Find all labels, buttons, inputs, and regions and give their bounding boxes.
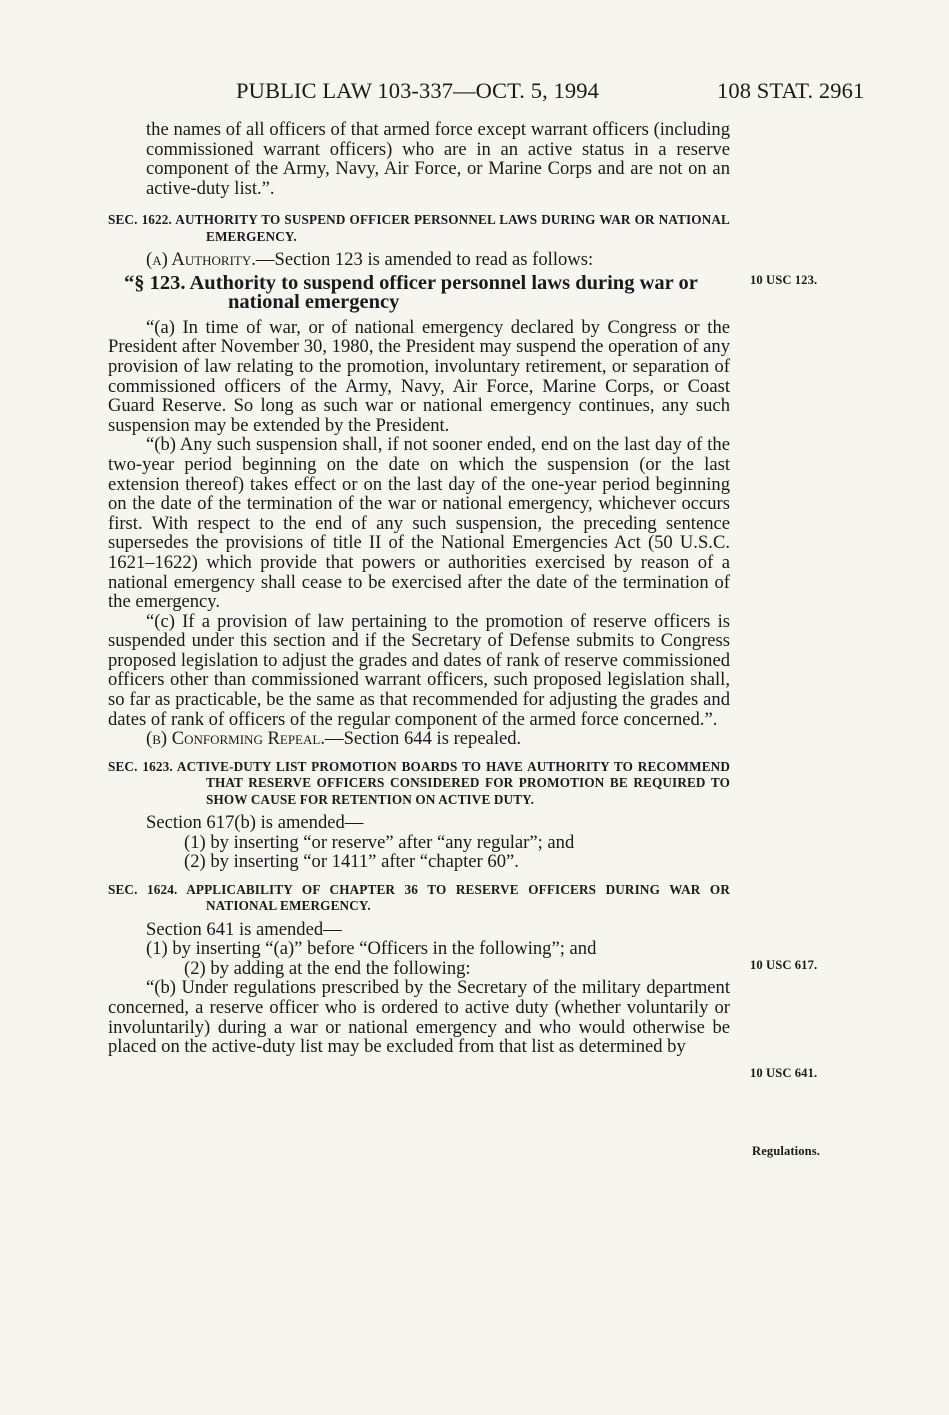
new-section-123-title: “§ 123. Authority to suspend officer personnel laws during war or national emergency (124, 271, 698, 313)
section-1623-heading: SEC. 1623. ACTIVE-DUTY LIST PROMOTION BOARDS TO HAVE AUTHORITY TO RECOMMEND THAT RESERVE OFFICERS CONSIDERED FOR PROMOTION BE REQUIRED TO SHOW CAUSE FOR RETENTION ON ACTIVE DUTY. (108, 758, 730, 807)
section-123-para-c: “(c) If a provision of law pertaining to the promotion of reserve officers is suspended under this section and if the Secretary of Defense submits to Congress proposed legislation to adjust the grades and dates of rank of reserve commissioned officers other than commissioned warrant officers, such proposed legislation shall, so far as practicable, be the same as that recommended for adjusting the grades and dates of rank of officers of the regular component of the armed force concerned.”. (108, 610, 730, 730)
continuation-paragraph: the names of all officers of that armed force except warrant officers (including commissioned warrant officers) who are in an active status in a reserve component of the Army, Navy, Air Force, or Marine Corps and are not on an active-duty list.”. (146, 119, 730, 199)
subsection-b-text: .—Section 644 is repealed. (320, 728, 522, 750)
subsection-a-label: (a) Authority (146, 249, 252, 271)
section-1622-heading: SEC. 1622. AUTHORITY TO SUSPEND OFFICER PERSONNEL LAWS DURING WAR OR NATIONAL EMERGENCY. (108, 212, 730, 244)
margin-note-10-usc-641: 10 USC 641. (750, 1066, 818, 1080)
section-1624-heading: SEC. 1624. APPLICABILITY OF CHAPTER 36 TO RESERVE OFFICERS DURING WAR OR NATIONAL EMERGENCY. (108, 881, 730, 914)
section-1622-subsection-a (108, 250, 730, 270)
margin-note-10-usc-617: 10 USC 617. (750, 958, 818, 972)
subsection-a-text: .—Section 123 is amended to read as follows: (251, 249, 594, 271)
section-123-para-a: “(a) In time of war, or of national emergency declared by Congress or the President after November 30, 1980, the President may suspend the operation of any provision of law relating to the promotion, involuntary retirement, or separation of commissioned officers of the Army, Navy, Air Force, Marine Corps, or Coast Guard Reserve. So long as such war or national emergency continues, any such suspension may be extended by the President. (108, 316, 730, 436)
section-1623-intro: Section 617(b) is amended— (146, 812, 364, 834)
margin-note-regulations: Regulations. (752, 1144, 821, 1158)
subsection-b-label: (b) Conforming Repeal (146, 728, 321, 750)
main-text-column (108, 120, 730, 1057)
section-1624-item-2: (2) by adding at the end the following: (184, 957, 471, 979)
margin-note-10-usc-123: 10 USC 123. (750, 273, 818, 287)
section-1623-item-1: (1) by inserting “or reserve” after “any regular”; and (184, 831, 575, 853)
section-1624-para-b: “(b) Under regulations prescribed by the Secretary of the military department concerned, a reserve officer who is ordered to active duty (whether voluntarily or involuntarily) during a war or national emergency and who would otherwise be placed on the active-duty list may be excluded from that list as determined by (108, 977, 730, 1058)
page-title: PUBLIC LAW 103-337—OCT. 5, 1994 (236, 78, 599, 103)
section-1624-item-1: (1) by inserting “(a)” before “Officers in the following”; and (146, 938, 597, 960)
section-1622-subsection-b (108, 729, 730, 749)
section-123-para-b: “(b) Any such suspension shall, if not sooner ended, end on the last day of the two-year period beginning on the date on which the suspension (or the last extension thereof) takes effect or on the last day of the one-year period beginning on the date of the termination of the war or national emergency, whichever occurs first. With respect to the end of any such suspension, the preceding sentence supersedes the provisions of title II of the National Emergencies Act (50 U.S.C. 1621–1622) which provide that powers or authorities exercised by reason of a national emergency shall cease to be exercised after the date of the termination of the emergency. (108, 434, 730, 613)
section-1624-intro: Section 641 is amended— (146, 918, 342, 940)
page-header (0, 78, 949, 108)
section-1623-item-2: (2) by inserting “or 1411” after “chapter 60”. (184, 851, 519, 873)
statute-page-number: 108 STAT. 2961 (717, 78, 865, 103)
